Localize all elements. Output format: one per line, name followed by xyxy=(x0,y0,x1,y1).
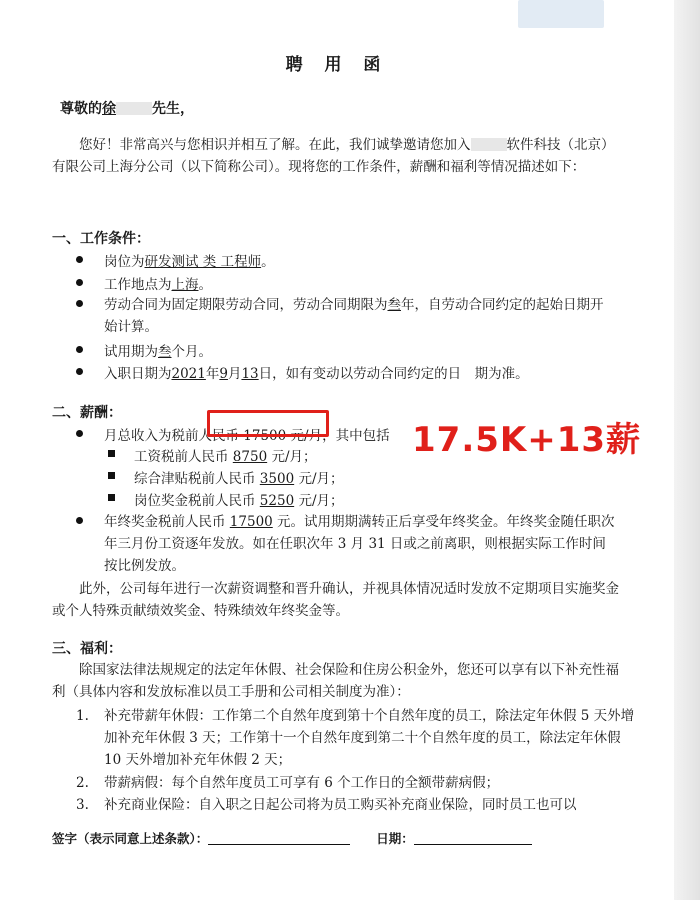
item-text: ，其中包括 xyxy=(322,428,390,444)
numbered-item xyxy=(76,772,636,794)
bullet-icon xyxy=(76,279,83,286)
list-item xyxy=(76,294,616,338)
list-item xyxy=(76,362,529,382)
bullet-icon xyxy=(76,517,83,524)
bullet-icon xyxy=(76,430,83,437)
item-text: 。 xyxy=(198,277,212,293)
item-text: 元/月； xyxy=(294,471,344,487)
greeting-prefix: 尊敬的 xyxy=(60,101,102,117)
annotation-callout: 17.5K+13薪 xyxy=(412,420,642,460)
signature-row xyxy=(52,829,532,847)
redacted-name xyxy=(116,102,152,115)
bullet-icon xyxy=(76,300,83,307)
section-work-conditions-heading: 一、工作条件： xyxy=(52,231,150,247)
benefits-intro-paragraph: 除国家法律法规规定的法定年休假、社会保险和住房公积金外，您还可以享有以下补充性福利（具体内容和发放标准以员工手册和公司相关制度为准）： xyxy=(52,662,619,700)
greeting-name-visible: 徐 xyxy=(102,101,116,117)
item-value: 研发测试 类 工程师 xyxy=(144,254,262,270)
item-value: 9 xyxy=(219,366,228,382)
sub-item xyxy=(108,445,317,465)
item-text: 元/月； xyxy=(267,449,317,465)
greeting-name xyxy=(102,101,152,117)
section-salary-heading: 二、薪酬： xyxy=(52,405,122,421)
square-bullet-icon xyxy=(108,494,115,501)
item-text: 工作地点为 xyxy=(104,277,172,293)
item-text: 年 xyxy=(205,366,220,382)
item-text: 月总收入为税前 xyxy=(104,428,199,444)
monthly-total-value: 人民币 17500 元/月 xyxy=(198,428,323,444)
item-value: 3500 xyxy=(259,471,295,487)
signature-label: 签字（表示同意上述条款）： xyxy=(52,831,209,846)
item-text: 个月。 xyxy=(171,344,212,360)
item-text: 岗位奖金税前人民币 xyxy=(134,493,260,509)
list-item-bonus xyxy=(76,511,616,577)
date-line xyxy=(414,844,532,845)
item-text: 补充商业保险：自入职之日起公司将为员工购买补充商业保险，同时员工也可以 xyxy=(104,797,577,813)
item-text: 元/月； xyxy=(294,493,344,509)
item-text: 补充带薪年休假：工作第二个自然年度到第十个自然年度的员工，除法定年休假 5 天外增加补充年休假 3 天；工作第十一个自然年度到第二十个自然年度的员工，除法定年休假 10 天外增加补充年休假 2 天； xyxy=(104,708,635,768)
item-text: 岗位为 xyxy=(104,254,145,270)
item-value: 2021 xyxy=(171,366,206,382)
page-edge-shadow xyxy=(674,0,700,900)
page-title: 聘 用 函 xyxy=(285,55,389,75)
numbered-item xyxy=(76,705,636,771)
bullet-icon xyxy=(76,346,83,353)
item-value: 8750 xyxy=(232,449,268,465)
salary-extra-paragraph: 此外，公司每年进行一次薪资调整和晋升确认，并视具体情况适时发放不定期项目实施奖金或个人特殊贡献绩效奖金、特殊绩效年终奖金等。 xyxy=(52,581,619,619)
date-label: 日期： xyxy=(376,831,414,846)
item-text: 元。试用期期满转正后享受年终奖金。年终奖金随任职次年三月份工资逐年发放。如在任职次年 3 月 31 日或之前离职，则根据实际工作时间按比例发放。 xyxy=(104,514,615,574)
signature-line xyxy=(208,844,350,845)
bullet-icon xyxy=(76,256,83,263)
item-text: 劳动合同为固定期限劳动合同，劳动合同期限为 xyxy=(104,297,388,313)
blurred-tab xyxy=(518,0,604,28)
greeting-suffix: 先生， xyxy=(152,101,194,117)
item-text: 日，如有变动以劳动合同约定的日 期为准。 xyxy=(258,366,529,382)
redacted-company xyxy=(471,138,507,151)
item-text: 带薪病假：每个自然年度员工可享有 6 个工作日的全额带薪病假； xyxy=(104,775,500,791)
item-number: 1. xyxy=(76,708,89,724)
item-value: 叁 xyxy=(387,297,401,313)
square-bullet-icon xyxy=(108,472,115,479)
item-text: 工资税前人民币 xyxy=(134,449,233,465)
sub-item xyxy=(108,489,344,509)
item-text: 综合津贴税前人民币 xyxy=(134,471,260,487)
greeting xyxy=(60,98,194,118)
highlight-box xyxy=(207,410,329,437)
item-value: 17500 xyxy=(229,514,273,530)
item-number: 3. xyxy=(76,797,89,813)
sub-item xyxy=(108,467,344,487)
item-number: 2. xyxy=(76,775,89,791)
list-item xyxy=(76,340,212,360)
item-text: 试用期为 xyxy=(104,344,158,360)
item-text: 年终奖金税前人民币 xyxy=(104,514,230,530)
bullet-icon xyxy=(76,368,83,375)
numbered-item xyxy=(76,794,636,816)
item-value: 叁 xyxy=(158,344,172,360)
intro-text-a: 您好！非常高兴与您相识并相互了解。在此，我们诚挚邀请您加入 xyxy=(79,137,471,153)
item-text: 。 xyxy=(261,254,275,270)
square-bullet-icon xyxy=(108,450,115,457)
intro-paragraph xyxy=(52,134,620,178)
list-item xyxy=(76,250,275,270)
item-text: 月 xyxy=(227,366,242,382)
item-text: 入职日期为 xyxy=(104,366,172,382)
intro-text-b: 软件科技（北京）有限公司上海分公司（以下简称公司）。现将您的工作条件，薪酬和福利等情况描述如下： xyxy=(52,137,615,175)
item-value: 上海 xyxy=(171,277,199,293)
item-text: 年，自劳动合同约定的起始日期开始计算。 xyxy=(104,297,604,335)
section-benefits-heading: 三、福利： xyxy=(52,641,122,657)
item-value: 5250 xyxy=(259,493,295,509)
item-value: 13 xyxy=(241,366,259,382)
list-item xyxy=(76,273,212,293)
